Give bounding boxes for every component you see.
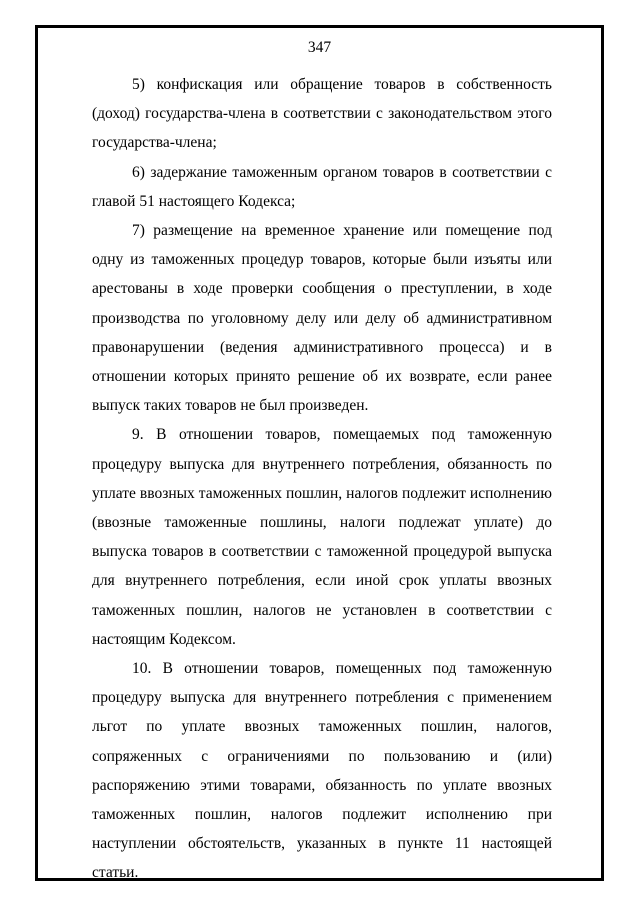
paragraph-section-9: 9. В отношении товаров, помещаемых под таможенную процедуру выпуска для внутреннего потребления, обязанность по уплате ввозных таможенных пошлин, налогов подлежит исполнению (ввозные таможенные пошлины, налоги подлежат уплате) до выпуска товаров в соответствии с таможенной процедурой выпуска для внутреннего потребления, если иной срок уплаты ввозных таможенных пошлин, налогов не установлен в соответствии с настоящим Кодексом. bbox=[92, 426, 552, 648]
paragraph-section-10: 10. В отношении товаров, помещенных под таможенную процедуру выпуска для внутреннего потребления с применением льгот по уплате ввозных таможенных пошлин, налогов, сопряженных с ограничениями по пользованию и (или) распоряжению этими товарами, обязанность по уплате ввозных таможенных пошлин, налогов подлежит исполнению при наступлении обстоятельств, указанных в пункте 11 настоящей статьи. bbox=[92, 660, 552, 882]
paragraph-item-5: 5) конфискация или обращение товаров в собственность (доход) государства-члена в соответствии с законодательством этого государства-члена; bbox=[92, 76, 552, 152]
page-frame bbox=[35, 25, 604, 881]
page-number: 347 bbox=[307, 39, 332, 56]
paragraph-item-7: 7) размещение на временное хранение или помещение под одну из таможенных процедур товаров, которые были изъяты или арестованы в ходе проверки сообщения о преступлении, в ходе производства по уголовному делу или делу об административном правонарушении (ведения административного процесса) и в отношении которых принято решение об их возврате, если ранее выпуск таких товаров не был произведен. bbox=[92, 222, 552, 415]
document-body bbox=[92, 70, 552, 888]
paragraph-item-6: 6) задержание таможенным органом товаров в соответствии с главой 51 настоящего Кодекса; bbox=[92, 163, 552, 210]
